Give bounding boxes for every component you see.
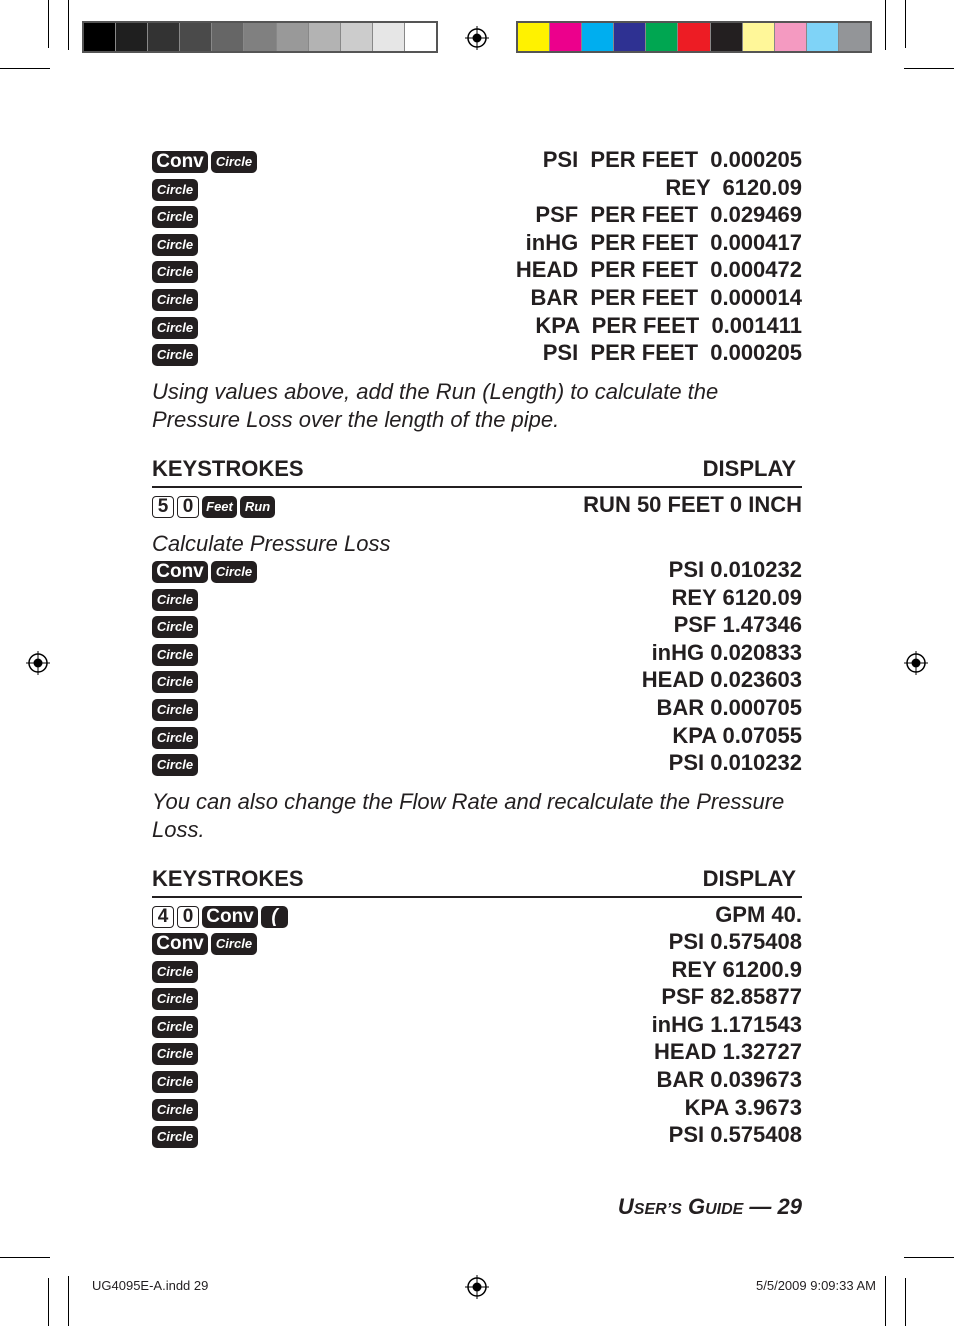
display-value: BAR 0.000705 [656, 695, 802, 720]
circle-key: Circle [152, 961, 198, 983]
circle-key: Circle [152, 317, 198, 339]
display-value: PSF 1.47346 [673, 612, 802, 637]
display-value: REY 61200.9 [671, 957, 802, 982]
digit-5-key: 5 [152, 496, 174, 518]
keystroke-row [152, 557, 802, 588]
registration-mark-icon [26, 651, 50, 675]
display-value: inHG 0.020833 [651, 640, 802, 665]
footer-text: ’S [666, 1201, 682, 1218]
circle-key: Circle [152, 179, 198, 201]
display-value: inHG 1.171543 [651, 1012, 802, 1037]
crop-mark [885, 1276, 886, 1326]
circle-key: Circle [152, 234, 198, 256]
circle-key: Circle [152, 988, 198, 1010]
registration-mark-icon [465, 1275, 489, 1299]
keystroke-row [152, 1039, 802, 1070]
display-value: PSI 0.010232 [668, 557, 802, 582]
display-value: PSI PER FEET 0.000205 [542, 340, 802, 365]
instruction-note: Using values above, add the Run (Length) to calculate the Pressure Loss over the length of the pipe. [152, 379, 719, 432]
registration-mark-icon [465, 26, 489, 50]
circle-key: Circle [152, 1016, 198, 1038]
footer-text: U [617, 1194, 634, 1219]
circle-key: Circle [152, 1126, 198, 1148]
slug-timestamp: 5/5/2009 9:09:33 AM [756, 1278, 876, 1293]
keystroke-row [152, 612, 802, 643]
circle-key: Circle [152, 1071, 198, 1093]
display-heading: DISPLAY [702, 866, 796, 891]
circle-key: Circle [211, 151, 257, 173]
circle-key: Circle [211, 933, 257, 955]
page-footer [618, 1194, 802, 1220]
display-value: PSI 0.575408 [668, 1122, 802, 1147]
crop-mark [904, 68, 954, 69]
crop-mark [0, 1257, 50, 1258]
crop-mark [48, 1278, 49, 1326]
keystroke-row [152, 984, 802, 1015]
circle-key: Circle [152, 206, 198, 228]
display-value: HEAD 0.023603 [641, 667, 802, 692]
display-value: KPA 0.07055 [672, 723, 802, 748]
section-label: Calculate Pressure Loss [152, 531, 391, 556]
conv-key: Conv [202, 906, 258, 928]
footer-text: G [687, 1194, 706, 1219]
display-heading: DISPLAY [702, 456, 796, 481]
display-value: PSI PER FEET 0.000205 [542, 147, 802, 172]
keystroke-row [152, 202, 802, 233]
circle-key: Circle [152, 1043, 198, 1065]
keystroke-row [152, 340, 802, 371]
display-value: inHG PER FEET 0.000417 [525, 230, 802, 255]
paren-key: ( [261, 906, 288, 928]
footer-text: SER [633, 1201, 667, 1218]
page-number: — 29 [743, 1194, 802, 1219]
display-value: RUN 50 FEET 0 INCH [583, 492, 802, 517]
keystroke-row [152, 1122, 802, 1153]
crop-mark [0, 68, 50, 69]
conv-key: Conv [152, 151, 208, 173]
circle-key: Circle [152, 754, 198, 776]
circle-key: Circle [152, 727, 198, 749]
display-value: REY 6120.09 [665, 175, 802, 200]
circle-key: Circle [152, 261, 198, 283]
keystroke-row [152, 1067, 802, 1098]
crop-mark [48, 0, 49, 48]
table-header [152, 456, 802, 488]
crop-mark [905, 1278, 906, 1326]
display-value: HEAD PER FEET 0.000472 [515, 257, 802, 282]
keystroke-row [152, 667, 802, 698]
instruction-note: You can also change the Flow Rate and recalculate the Pressure Loss. [152, 789, 785, 842]
circle-key: Circle [152, 1099, 198, 1121]
circle-key: Circle [152, 699, 198, 721]
circle-key: Circle [152, 616, 198, 638]
crop-mark [68, 1276, 69, 1326]
circle-key: Circle [152, 344, 198, 366]
registration-mark-icon [904, 651, 928, 675]
display-value: PSF 82.85877 [661, 984, 802, 1009]
keystrokes-heading: KEYSTROKES [152, 866, 304, 891]
display-value: BAR PER FEET 0.000014 [530, 285, 802, 310]
crop-mark [68, 0, 69, 50]
display-value: PSF PER FEET 0.029469 [535, 202, 802, 227]
keystroke-row [152, 285, 802, 316]
keystrokes-heading: KEYSTROKES [152, 456, 304, 481]
display-value: REY 6120.09 [671, 585, 802, 610]
crop-mark [905, 0, 906, 48]
crop-mark [885, 0, 886, 50]
display-value: BAR 0.039673 [656, 1067, 802, 1092]
feet-key: Feet [202, 496, 237, 518]
footer-text: UIDE [705, 1201, 744, 1218]
conv-key: Conv [152, 933, 208, 955]
circle-key: Circle [152, 289, 198, 311]
conv-key: Conv [152, 561, 208, 583]
keystroke-row [152, 929, 802, 960]
circle-key: Circle [152, 671, 198, 693]
keystroke-row [152, 750, 802, 781]
circle-key: Circle [152, 589, 198, 611]
display-value: KPA 3.9673 [684, 1095, 802, 1120]
table-header [152, 866, 802, 898]
circle-key: Circle [211, 561, 257, 583]
display-value: HEAD 1.32727 [654, 1039, 802, 1064]
digit-0-key: 0 [177, 496, 199, 518]
grayscale-bar [82, 21, 438, 53]
keystroke-row [152, 147, 802, 178]
circle-key: Circle [152, 644, 198, 666]
display-value: PSI 0.010232 [668, 750, 802, 775]
display-value: KPA PER FEET 0.001411 [535, 313, 802, 338]
slug-filename: UG4095E-A.indd 29 [92, 1278, 209, 1293]
display-value: GPM 40. [715, 902, 802, 927]
display-value: PSI 0.575408 [668, 929, 802, 954]
keystroke-row [152, 695, 802, 726]
process-color-bar [516, 21, 872, 53]
crop-mark [904, 1257, 954, 1258]
keystroke-row [152, 492, 802, 523]
digit-0-key: 0 [177, 906, 199, 928]
keystroke-row [152, 257, 802, 288]
run-key: Run [240, 496, 275, 518]
digit-4-key: 4 [152, 906, 174, 928]
